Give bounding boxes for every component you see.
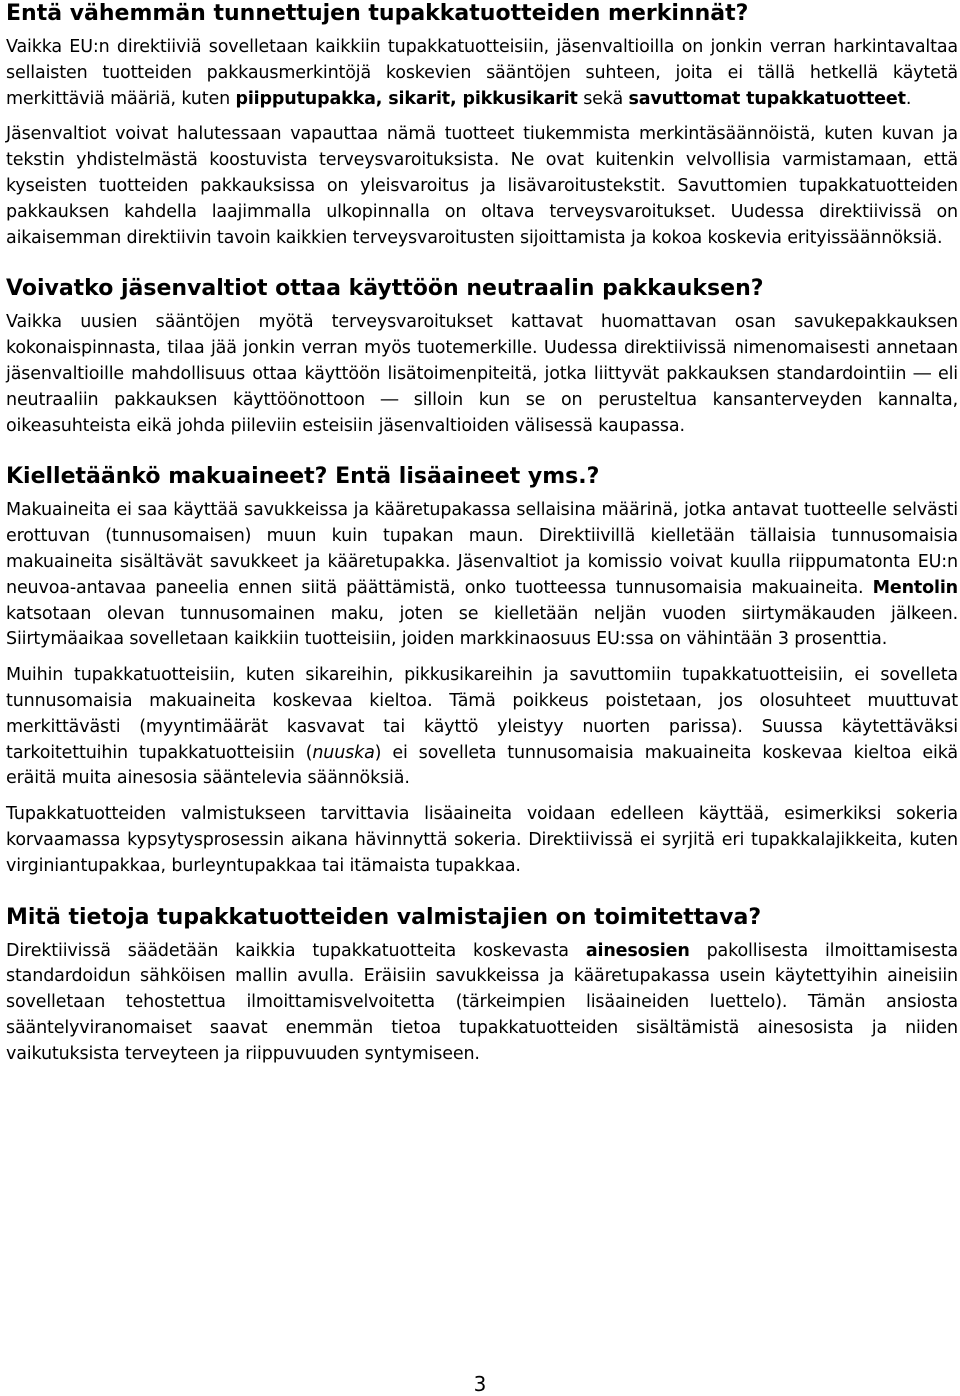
section-heading-flavours: Kielletäänkö makuaineet? Entä lisäaineet yms.? [6, 464, 600, 490]
paragraph-flavours-exemptions: Muihin tupakkatuotteisiin, kuten sikareihin, pikkusikareihin ja savuttomiin tupakkatuotteisiin, ei sovelleta tunnusomaisia makuaineita koskevaa kieltoa. Tämä poikkeus poistetaan, jos olosuhteet muuttuvat merkittävästi (myyntimäärät kasvavat tai käyttö yleistyy nuorten parissa). Suussa käytettäväksi tarkoitettuihin tupakkatuotteisiin (nuuska) ei sovelleta tunnusomaisia makuaineita koskevaa kieltoa eikä eräitä muita ainesosia sääntelevia säännöksiä. [6, 665, 958, 789]
section-heading-reporting: Mitä tietoja tupakkatuotteiden valmistajien on toimitettava? [6, 904, 762, 930]
page-number: 3 [473, 1372, 487, 1396]
paragraph-reporting: Direktiivissä säädetään kaikkia tupakkatuotteita koskevasta ainesosien pakollisesta ilmoittamisesta standardoidun sähköisen mallin avulla. Eräisiin savukkeissa ja kääretupakassa usein käytettyihin aineisiin sovelletaan tehostettua ilmoittamisvelvoitetta (tärkeimpien lisäaineiden luettelo). Tämän ansiosta sääntelyviranomaiset saavat enemmän tietoa tupakkatuotteiden sisältämistä ainesosista ja niiden vaikutuksista terveyteen ja riippuvuuden syntymiseen. [6, 940, 958, 1064]
paragraph-labeling-exemptions: Jäsenvaltiot voivat halutessaan vapauttaa nämä tuotteet tiukemmista merkintäsäännöistä, kuten kuvan ja tekstin yhdistelmästä koostuvista terveysvaroituksista. Ne ovat kuitenkin velvollisia varmistamaan, että kyseisten tuotteiden pakkauksissa on yleisvaroitus ja lisävaroitustekstit. Savuttomien tupakkatuotteiden pakkauksen kahdella laajimmalla ulkopinnalla on oltava terveysvaroitukset. Uudessa direktiivissä on aikaisemman direktiivin tavoin kaikkien terveysvaroitusten sijoittamista ja kokoa koskevia erityissäännöksiä. [6, 124, 958, 248]
emphasis-menthol: Mentolin [872, 577, 958, 598]
emphasis-smokeless: savuttomat tupakkatuotteet [628, 88, 906, 109]
paragraph-plain-packaging: Vaikka uusien sääntöjen myötä terveysvaroitukset kattavat huomattavan osan savukepakkauksen kokonaispinnasta, tilaa jää jonkin verran myös tuotemerkille. Uudessa direktiivissä nimenomaisesti annetaan jäsenvaltioille mahdollisuus ottaa käyttöön lisätoimenpiteitä, jotka liittyvät pakkauksen standardointiin ― eli neutraaliin pakkauksen käyttöönottoon ― silloin kun se on perusteltua kansanterveyden kannalta, oikeasuhteista eikä johda piileviin esteisiin jäsenvaltioiden välisessä kaupassa. [6, 312, 958, 436]
paragraph-flavours-ban: Makuaineita ei saa käyttää savukkeissa ja kääretupakassa sellaisina määrinä, jotka antavat tuotteelle selvästi erottuvan (tunnusomaisen) muun kuin tupakan maun. Direktiivillä kielletään tällaisia tunnusomaisia makuaineita sisältävät savukkeet ja kääretupakka. Jäsenvaltiot ja komissio voivat kuulla riippumatonta EU:n neuvoa-antavaa paneelia ennen siitä päättämistä, onko tuotteessa tunnusomaisia makuaineita. Mentolin katsotaan olevan tunnusomainen maku, joten se kielletään neljän vuoden siirtymäkauden jälkeen. Siirtymäaikaa sovelletaan kaikkiin tuotteisiin, joiden markkinaosuus EU:ssa on vähintään 3 prosenttia. [6, 500, 958, 650]
emphasis-products: piipputupakka, sikarit, pikkusikarit [235, 88, 578, 109]
section-heading-labeling: Entä vähemmän tunnettujen tupakkatuotteiden merkinnät? [6, 1, 749, 26]
emphasis-ingredients: ainesosien [585, 940, 690, 961]
document-page [6, 0, 958, 1068]
section-heading-plain-packaging: Voivatko jäsenvaltiot ottaa käyttöön neutraalin pakkauksen? [6, 276, 764, 302]
paragraph-labeling-intro: Vaikka EU:n direktiiviä sovelletaan kaikkiin tupakkatuotteisiin, jäsenvaltioilla on jonkin verran harkintavaltaa sellaisten tuotteiden pakkausmerkintöjä koskevien sääntöjen suhteen, joita ei tällä hetkellä käytetä merkittäviä määriä, kuten piipputupakka, sikarit, pikkusikarit sekä savuttomat tupakkatuotteet. [6, 37, 958, 109]
paragraph-additives: Tupakkatuotteiden valmistukseen tarvittavia lisäaineita voidaan edelleen käyttää, esimerkiksi sokeria korvaamassa kypsytysprosessin aikana hävinnyttä sokeria. Direktiivissä ei syrjitä eri tupakkalajikkeita, kuten virginiantupakkaa, burleyntupakkaa tai itämaista tupakkaa. [6, 804, 958, 876]
emphasis-snus: nuuska [312, 742, 375, 763]
